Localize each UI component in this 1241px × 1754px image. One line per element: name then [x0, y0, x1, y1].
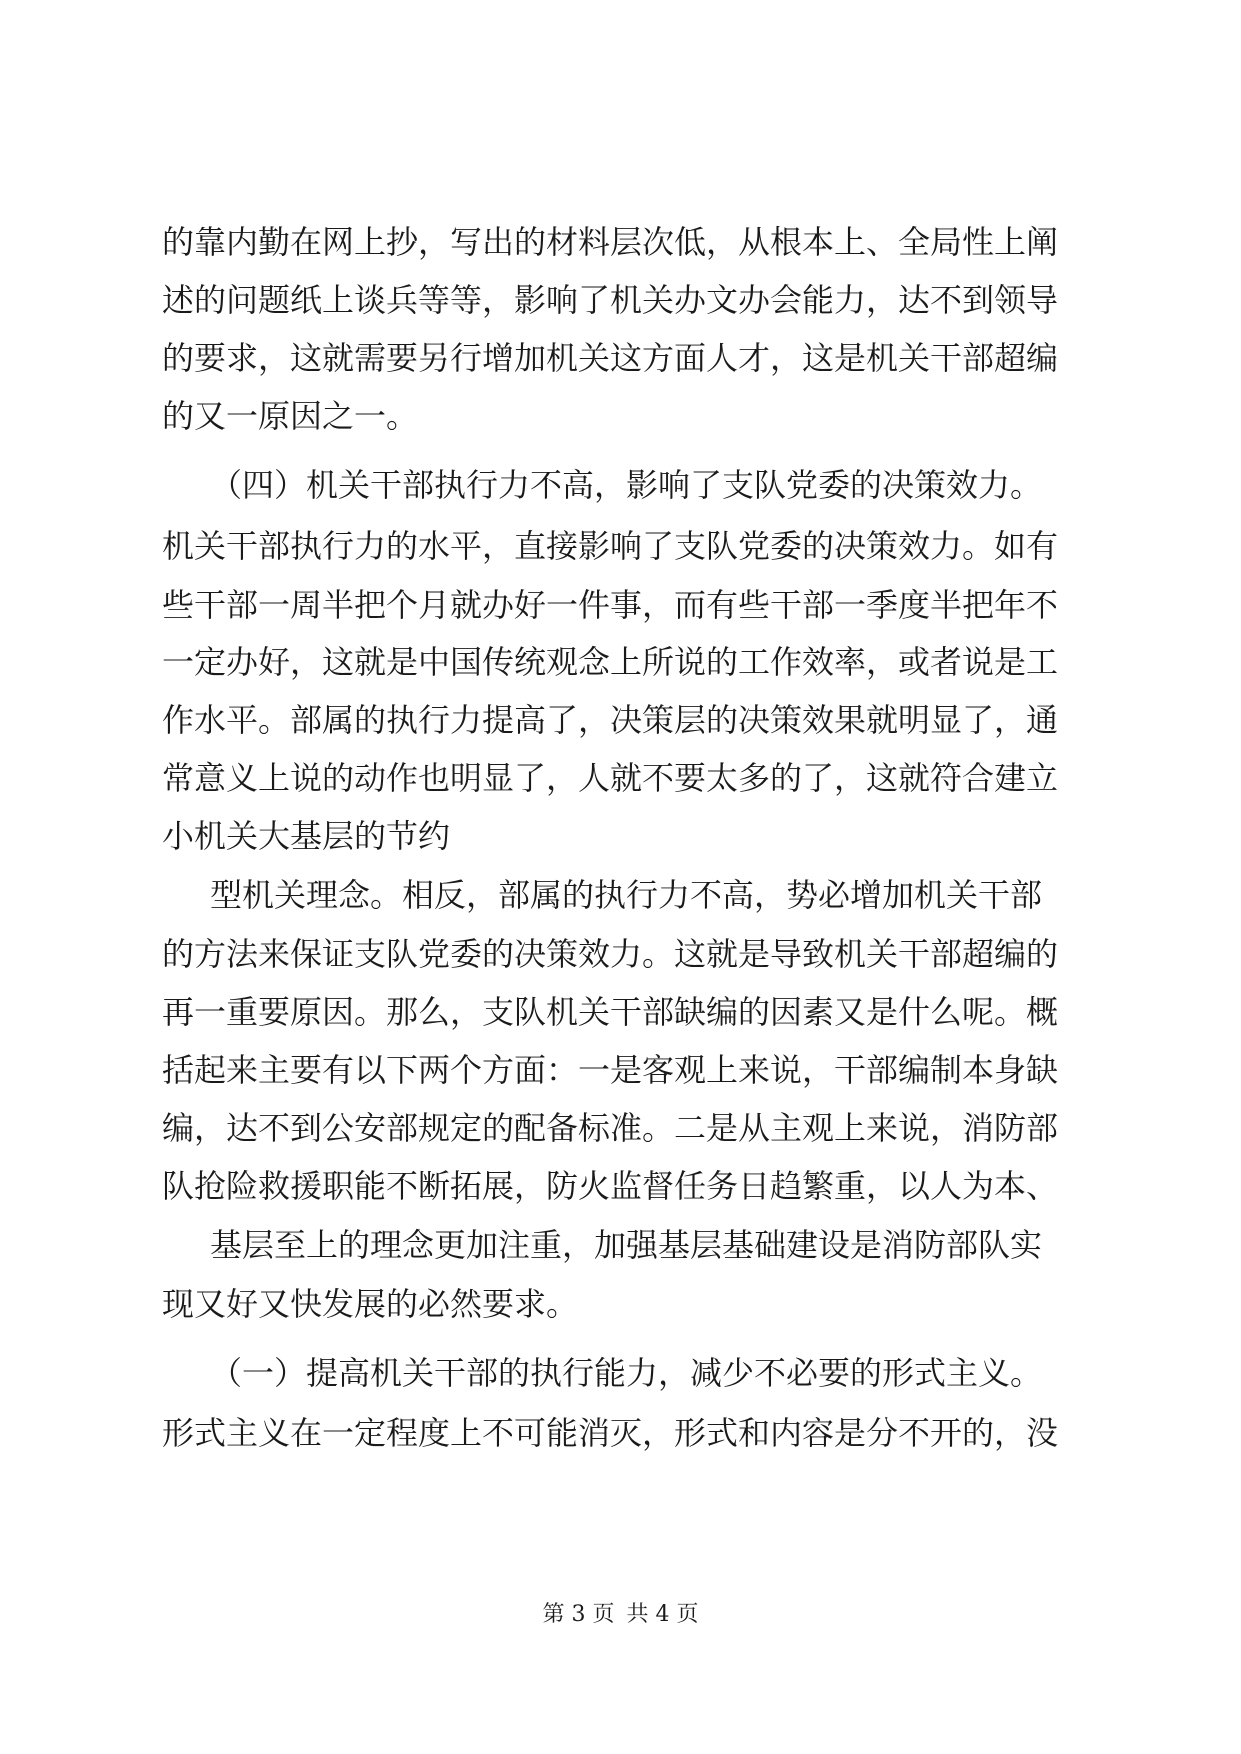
text-line: 的又一原因之一。: [162, 397, 419, 435]
page-total: 共 4 页: [626, 1602, 699, 1627]
text-line: 小机关大基层的节约: [162, 817, 451, 855]
page-number: 第 3 页: [542, 1602, 615, 1627]
page-footer: [0, 1600, 1241, 1630]
text-line: 型机关理念。相反，部属的执行力不高，势必增加机关干部: [210, 876, 1043, 914]
text-line: 队抢险救援职能不断拓展，防火监督任务日趋繁重，以人为本、: [162, 1167, 1059, 1205]
text-line: 一定办好，这就是中国传统观念上所说的工作效率，或者说是工: [162, 643, 1059, 681]
text-line: 的要求，这就需要另行增加机关这方面人才，这是机关干部超编: [162, 339, 1059, 377]
text-line: 的靠内勤在网上抄，写出的材料层次低，从根本上、全局性上阐: [162, 223, 1059, 261]
text-line: 常意义上说的动作也明显了，人就不要太多的了，这就符合建立: [162, 759, 1059, 797]
section-heading: （四）机关干部执行力不高，影响了支队党委的决策效力。: [210, 466, 1043, 504]
text-line: 形式主义在一定程度上不可能消灭，形式和内容是分不开的，没: [162, 1414, 1059, 1452]
text-line: 再一重要原因。那么，支队机关干部缺编的因素又是什么呢。概: [162, 993, 1059, 1031]
text-line: 些干部一周半把个月就办好一件事，而有些干部一季度半把年不: [162, 586, 1059, 624]
section-heading: （一）提高机关干部的执行能力，减少不必要的形式主义。: [210, 1354, 1043, 1392]
text-line: 基层至上的理念更加注重，加强基层基础建设是消防部队实: [210, 1226, 1043, 1264]
text-line: 机关干部执行力的水平，直接影响了支队党委的决策效力。如有: [162, 527, 1059, 565]
text-line: 括起来主要有以下两个方面：一是客观上来说，干部编制本身缺: [162, 1051, 1059, 1089]
text-line: 作水平。部属的执行力提高了，决策层的决策效果就明显了，通: [162, 701, 1059, 739]
text-line: 的方法来保证支队党委的决策效力。这就是导致机关干部超编的: [162, 935, 1059, 973]
text-line: 编，达不到公安部规定的配备标准。二是从主观上来说，消防部: [162, 1109, 1059, 1147]
text-line: 述的问题纸上谈兵等等，影响了机关办文办会能力，达不到领导: [162, 281, 1059, 319]
text-line: 现又好又快发展的必然要求。: [162, 1285, 579, 1323]
